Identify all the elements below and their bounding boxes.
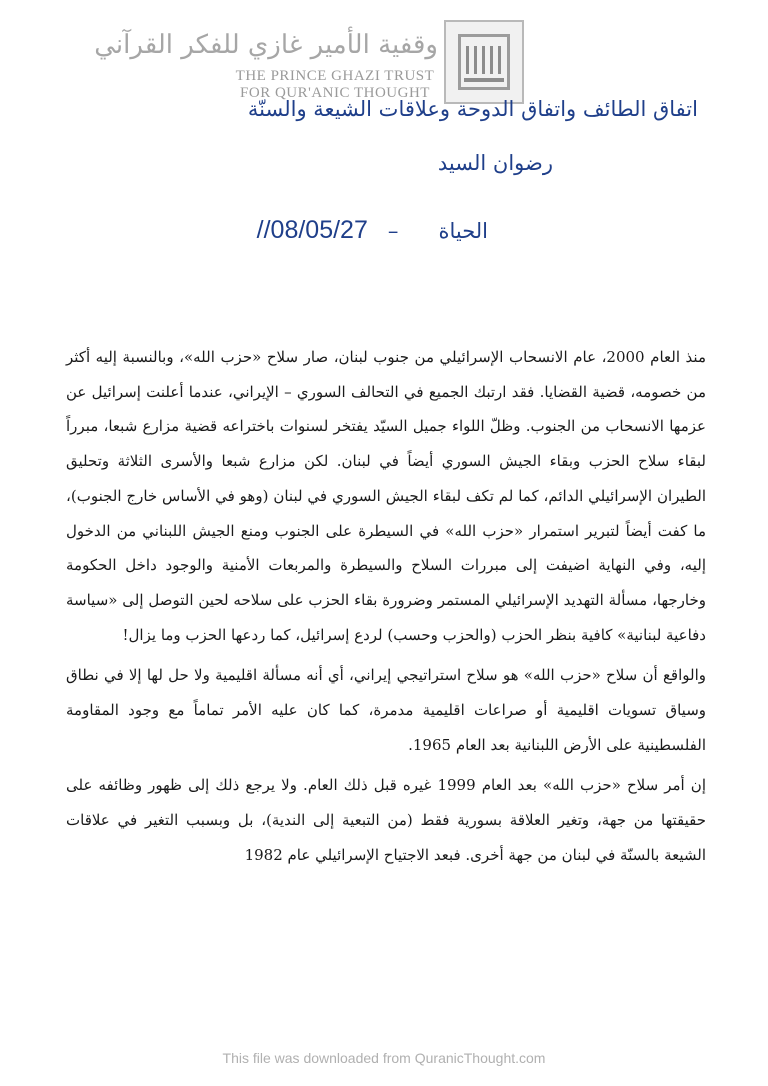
source-separator: – (387, 219, 399, 243)
source-name: الحياة (438, 219, 488, 243)
article-title: اتفاق الطائف واتفاق الدوحة وعلاقات الشيعة والسنّة (247, 97, 698, 121)
trust-logo (94, 10, 524, 101)
article-body (66, 340, 706, 879)
article-author: رضوان السيد (437, 151, 553, 175)
article-date: //08/05/27 (256, 216, 368, 244)
download-footer: This file was downloaded from QuranicThought.com (222, 1050, 546, 1066)
calligraphy-emblem-icon (444, 20, 524, 104)
paragraph: إن أمر سلاح «حزب الله» بعد العام 1999 غيره قبل ذلك العام. ولا يرجع ذلك إلى ظهور وظائفه على حقيقتها من جهة، وتغير العلاقة بسورية فقط (من التبعية إلى الندية)، بل وبسبب التغير في علاقات الشيعة بالسنّة في لبنان من جهة أخرى. فبعد الاجتياح الإسرائيلي عام 1982 (66, 776, 706, 864)
paragraph: والواقع أن سلاح «حزب الله» هو سلاح استراتيجي إيراني، أي أنه مسألة اقليمية ولا حل لها إلا في نطاق وسياق تسويات اقليمية أو صراعات اقليمية مدمرة، كما كان عليه الأمر تماماً مع وجود المقاومة الفلسطينية على الأرض اللبنانية بعد العام 1965. (66, 666, 706, 754)
logo-english-line2: FOR QUR'ANIC THOUGHT (240, 85, 430, 101)
logo-arabic-script: وقفية الأمير غازي للفكر القرآني (94, 30, 438, 60)
article-source (40, 216, 488, 245)
paragraph: منذ العام 2000، عام الانسحاب الإسرائيلي من جنوب لبنان، صار سلاح «حزب الله»، وبالنسبة إليه أكثر من خصومه، قضية القضايا. فقد ارتبك الجميع في التحالف السوري – الإيراني، عندما أعلنت إسرائيل عن عزمها الانسحاب من الجنوب. وظلّ اللواء جميل السيّد يفتخر لسنوات باختراعه قضية مزارع شبعا، مبرراً لبقاء سلاح الحزب وبقاء الجيش السوري أيضاً في لبنان. لكن مزارع شبعا والأسرى الثلاثة وتحليق الطيران الإسرائيلي الدائم، كما لم تكف لبقاء الجيش السوري في لبنان (وهو في الأساس خارج الجنوب)، ما كفت أيضاً لتبرير استمرار «حزب الله» في السيطرة على الجنوب ومنع الجيش اللبناني من الدخول إليه، وفي النهاية اضيفت إلى مبررات السلاح والسيطرة والمربعات الأمنية والوجود داخل الحكومة وخارجها، مسألة التهديد الإسرائيلي المستمر وضرورة بقاء الحزب على سلاحه لحين التوصل إلى «سياسة دفاعية لبنانية» كافية بنظر الحزب (والحزب وحسب) لردع إسرائيل، كما ردعها الحزب وما يزال! (66, 348, 706, 644)
logo-english-line1: THE PRINCE GHAZI TRUST (235, 68, 435, 84)
